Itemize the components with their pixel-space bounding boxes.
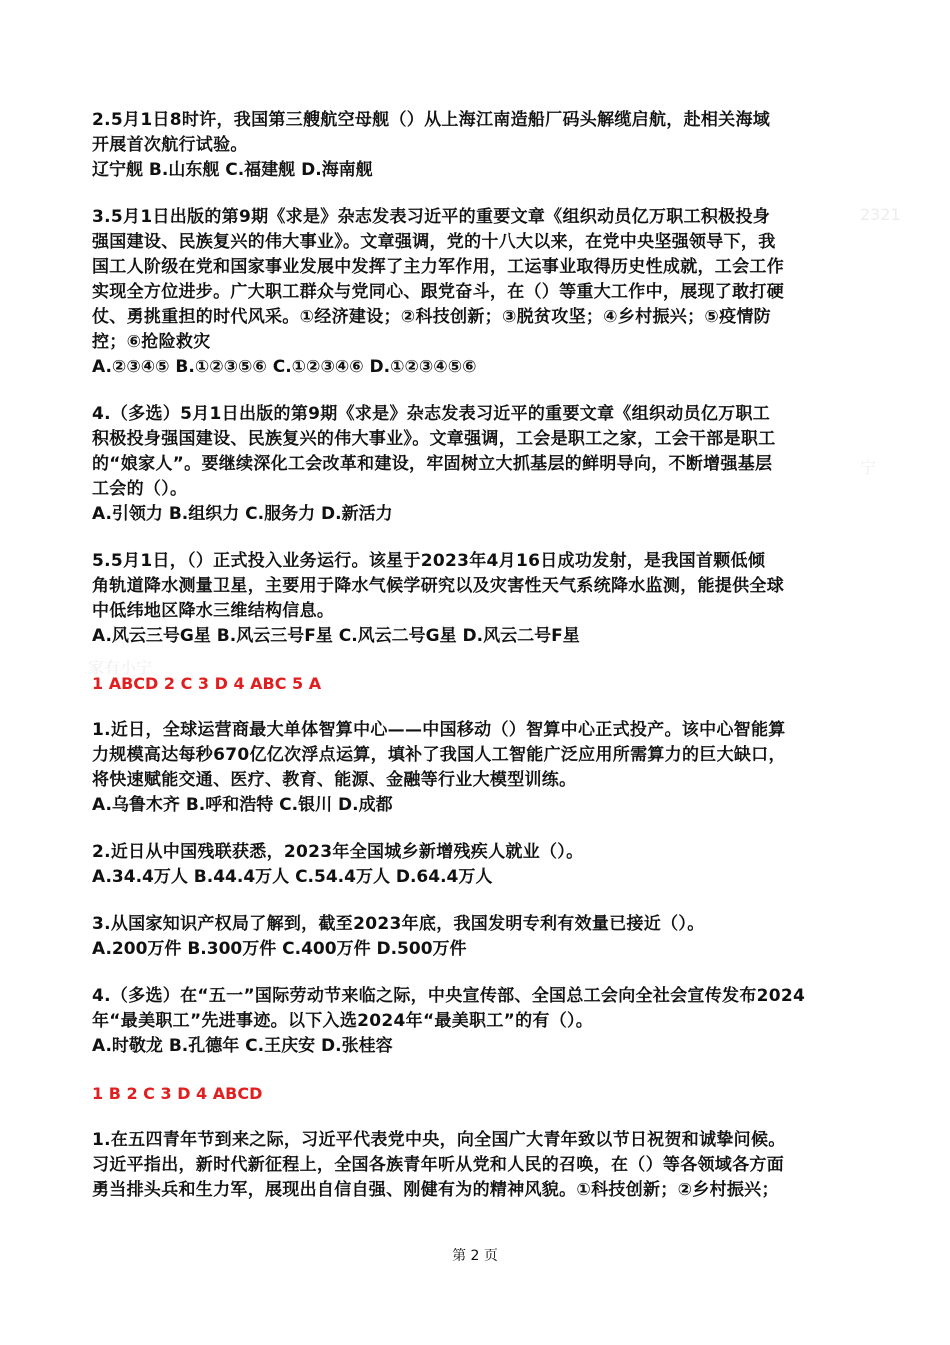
question-block <box>92 1128 872 1203</box>
question-block <box>92 402 872 527</box>
question-block <box>92 108 872 183</box>
question-options: A.时敬龙 B.孔德年 C.王庆安 D.张桂容 <box>92 1036 393 1056</box>
watermark-text: 宁 <box>860 458 877 477</box>
question-text-line: 控；⑥抢险救灾 <box>92 332 211 352</box>
question-text-line: 中低纬地区降水三维结构信息。 <box>92 601 335 621</box>
watermark-text: 2321 <box>860 205 901 224</box>
question-options: A.风云三号G星 B.风云三号F星 C.风云二号G星 D.风云二号F星 <box>92 626 580 646</box>
answer-key: 1 ABCD 2 C 3 D 4 ABC 5 A <box>92 674 322 693</box>
question-block <box>92 718 872 818</box>
question-text-line: 3.5月1日出版的第9期《求是》杂志发表习近平的重要文章《组织动员亿万职工积极投身 <box>92 207 771 227</box>
question-block <box>92 549 872 649</box>
question-text-line: 1.在五四青年节到来之际，习近平代表党中央，向全国广大青年致以节日祝贺和诚挚问候。 <box>92 1130 786 1150</box>
question-text-line: 角轨道降水测量卫星，主要用于降水气候学研究以及灾害性天气系统降水监测，能提供全球 <box>92 576 784 596</box>
question-text-line: 的“娘家人”。要继续深化工会改革和建设，牢固树立大抓基层的鲜明导向，不断增强基层 <box>92 454 773 474</box>
question-text-line: 实现全方位进步。广大职工群众与党同心、跟党奋斗，在（）等重大工作中，展现了敢打硬 <box>92 282 784 302</box>
question-text-line: 强国建设、民族复兴的伟大事业》。文章强调，党的十八大以来，在党中央坚强领导下，我 <box>92 232 776 252</box>
question-options: A.②③④⑤ B.①②③⑤⑥ C.①②③④⑥ D.①②③④⑤⑥ <box>92 357 477 377</box>
question-text-line: 年“最美职工”先进事迹。以下入选2024年“最美职工”的有（）。 <box>92 1011 594 1031</box>
question-text-line: 力规模高达每秒670亿亿次浮点运算，填补了我国人工智能广泛应用所需算力的巨大缺口， <box>92 745 786 765</box>
question-text-line: 习近平指出，新时代新征程上，全国各族青年听从党和人民的召唤，在（）等各领域各方面 <box>92 1155 784 1175</box>
question-text-line: 将快速赋能交通、医疗、教育、能源、金融等行业大模型训练。 <box>92 770 577 790</box>
answer-key: 1 B 2 C 3 D 4 ABCD <box>92 1084 263 1103</box>
question-block <box>92 912 872 962</box>
question-text-line: 4.（多选）在“五一”国际劳动节来临之际，中央宣传部、全国总工会向全社会宣传发布2024 <box>92 986 806 1006</box>
question-text-line: 5.5月1日，（）正式投入业务运行。该星于2023年4月16日成功发射，是我国首颗低倾 <box>92 551 766 571</box>
question-block <box>92 840 872 890</box>
content-area <box>92 108 872 1225</box>
question-text-line: 工会的（）。 <box>92 479 188 499</box>
question-options: A.引领力 B.组织力 C.服务力 D.新活力 <box>92 504 393 524</box>
page-number: 第 2 页 <box>452 1248 498 1264</box>
question-text-line: 开展首次航行试验。 <box>92 135 248 155</box>
watermark-text: 家有小宁 <box>88 658 153 677</box>
question-text-line: 4.（多选）5月1日出版的第9期《求是》杂志发表习近平的重要文章《组织动员亿万职工 <box>92 404 771 424</box>
question-options: A.34.4万人 B.44.4万人 C.54.4万人 D.64.4万人 <box>92 867 493 887</box>
question-text-line: 仗、勇挑重担的时代风采。①经济建设；②科技创新；③脱贫攻坚；④乡村振兴；⑤疫情防 <box>92 307 771 327</box>
question-text-line: 勇当排头兵和生力军，展现出自信自强、刚健有为的精神风貌。①科技创新；②乡村振兴； <box>92 1180 779 1200</box>
question-block <box>92 984 872 1059</box>
question-options: A.乌鲁木齐 B.呼和浩特 C.银川 D.成都 <box>92 795 393 815</box>
question-text-line: 2.5月1日8时许，我国第三艘航空母舰（）从上海江南造船厂码头解缆启航，赴相关海域 <box>92 110 771 130</box>
question-text-line: 3.从国家知识产权局了解到，截至2023年底，我国发明专利有效量已接近（）。 <box>92 914 705 934</box>
question-text-line: 国工人阶级在党和国家事业发展中发挥了主力军作用，工运事业取得历史性成就，工会工作 <box>92 257 784 277</box>
question-text-line: 2.近日从中国残联获悉，2023年全国城乡新增残疾人就业（）。 <box>92 842 584 862</box>
question-text-line: 1.近日，全球运营商最大单体智算中心——中国移动（）智算中心正式投产。该中心智能算 <box>92 720 786 740</box>
question-options: 辽宁舰 B.山东舰 C.福建舰 D.海南舰 <box>92 160 373 180</box>
question-options: A.200万件 B.300万件 C.400万件 D.500万件 <box>92 939 467 959</box>
question-text-line: 积极投身强国建设、民族复兴的伟大事业》。文章强调，工会是职工之家，工会干部是职工 <box>92 429 776 449</box>
question-block <box>92 205 872 380</box>
